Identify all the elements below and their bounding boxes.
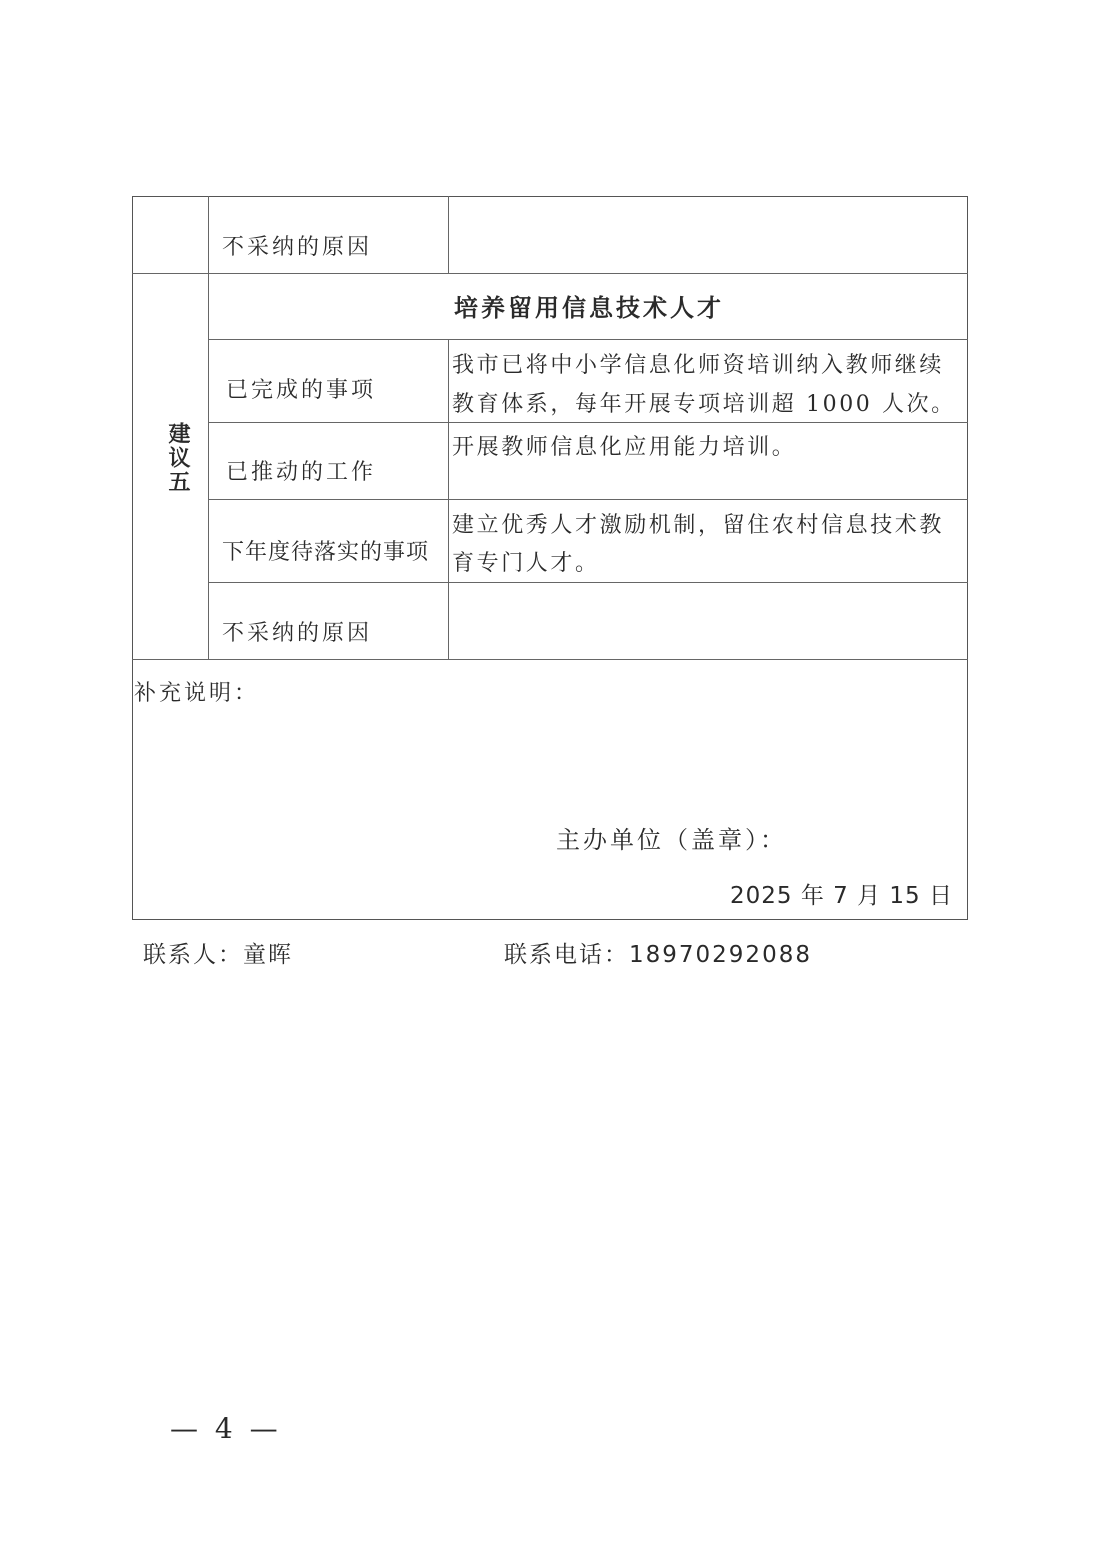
section-side-label: 建议五 (165, 422, 190, 494)
row-content-completed-line1: 我市已将中小学信息化师资培训纳入教师继续 (452, 353, 945, 378)
table-divider (208, 339, 968, 340)
contact-person: 联系人：童晖 (143, 942, 293, 968)
document-date: 2025 年 7 月 15 日 (730, 883, 953, 909)
row-content-promoted-line1: 开展教师信息化应用能力培训。 (452, 435, 797, 460)
contact-phone: 联系电话：18970292088 (504, 942, 812, 968)
table-divider (208, 582, 968, 583)
row-label-promoted: 已推动的工作 (226, 460, 377, 485)
table-divider (448, 196, 449, 274)
supplement-label: 补充说明： (134, 681, 260, 706)
table-divider (132, 659, 968, 660)
table-divider (132, 273, 968, 274)
row-content-next-year-line2: 育专门人才。 (452, 551, 600, 576)
sponsor-label: 主办单位（盖章）： (556, 826, 787, 854)
section-title: 培养留用信息技术人才 (454, 294, 724, 322)
row-label-completed: 已完成的事项 (226, 378, 377, 403)
row-content-next-year-line1: 建立优秀人才激励机制，留住农村信息技术教 (452, 513, 945, 538)
table-divider (208, 422, 968, 423)
page-number: — 4 — (170, 1412, 282, 1445)
row-label-next-year: 下年度待落实的事项 (222, 540, 430, 565)
table-divider (208, 499, 968, 500)
row-label-not-adopted: 不采纳的原因 (222, 621, 373, 646)
table-divider (208, 196, 209, 660)
row-content-completed-line2: 教育体系，每年开展专项培训超 1000 人次。 (452, 392, 956, 417)
table-divider (448, 339, 449, 660)
prev-row-label: 不采纳的原因 (222, 235, 373, 260)
